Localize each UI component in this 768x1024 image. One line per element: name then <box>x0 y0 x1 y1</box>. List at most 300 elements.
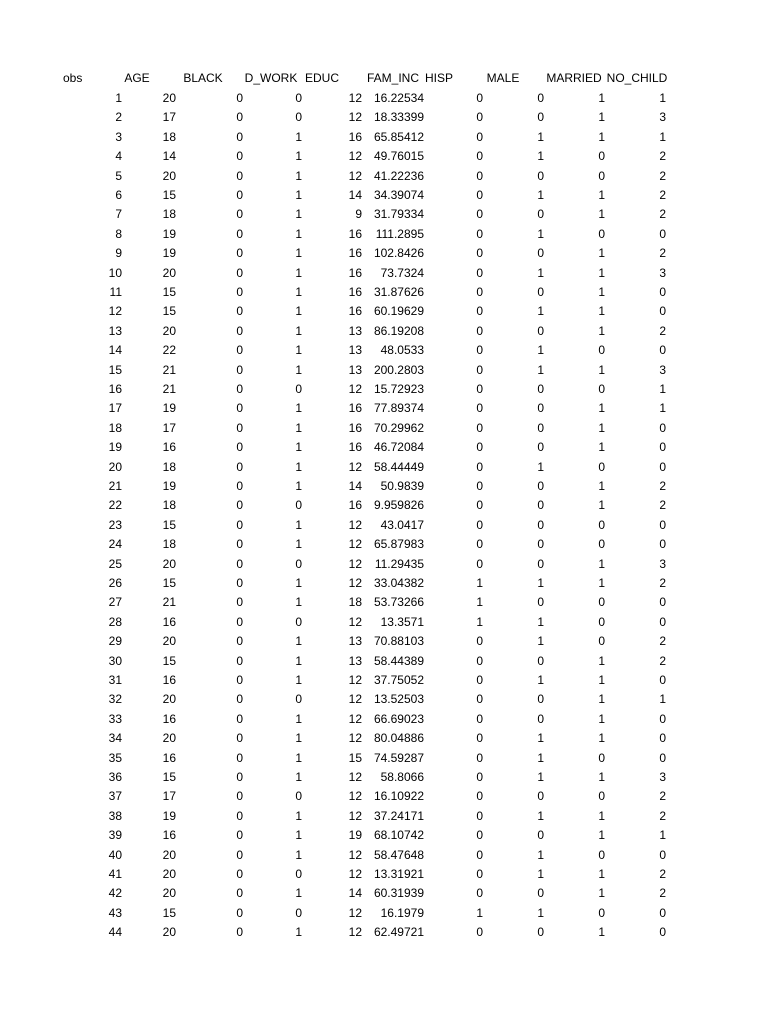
cell-no-child: 2 <box>659 867 666 881</box>
cell-married: 0 <box>598 382 605 396</box>
cell-d-work: 1 <box>295 925 302 940</box>
cell-fam-inc: 18.33399 <box>373 110 424 125</box>
cell-no-child: 0 <box>659 285 666 299</box>
cell-fam-inc: 62.49721 <box>373 925 424 940</box>
cell-age: 16 <box>162 711 176 726</box>
cell-educ: 12 <box>348 789 362 804</box>
cell-no-child: 0 <box>659 537 666 552</box>
cell-male: 1 <box>537 304 544 319</box>
cell-d-work: 1 <box>295 770 302 784</box>
cell-obs: 4 <box>115 149 122 164</box>
cell-no-child: 0 <box>659 673 666 687</box>
cell-male: 0 <box>537 323 544 338</box>
cell-black: 0 <box>236 226 243 241</box>
cell-hisp: 0 <box>476 226 483 241</box>
cell-hisp: 0 <box>476 479 483 493</box>
cell-fam-inc: 16.22534 <box>373 91 424 105</box>
cell-d-work: 1 <box>295 246 302 261</box>
cell-married: 1 <box>598 828 605 843</box>
cell-obs: 33 <box>108 711 122 726</box>
cell-fam-inc: 50.9839 <box>380 479 424 493</box>
header-obs: obs <box>63 71 83 85</box>
table-row <box>0 186 768 205</box>
cell-no-child: 2 <box>659 479 666 493</box>
cell-black: 0 <box>236 886 243 901</box>
cell-male: 1 <box>537 770 544 784</box>
cell-obs: 24 <box>108 537 122 552</box>
cell-educ: 14 <box>348 479 362 493</box>
cell-black: 0 <box>236 556 243 571</box>
cell-obs: 9 <box>115 246 122 261</box>
cell-male: 1 <box>537 673 544 687</box>
cell-black: 0 <box>236 401 243 416</box>
cell-married: 0 <box>598 168 605 183</box>
cell-educ: 16 <box>348 226 362 241</box>
table-row <box>0 593 768 612</box>
cell-married: 1 <box>598 925 605 940</box>
cell-fam-inc: 80.04886 <box>373 731 424 746</box>
cell-married: 1 <box>598 420 605 435</box>
cell-black: 0 <box>236 711 243 726</box>
cell-black: 0 <box>236 304 243 319</box>
cell-hisp: 0 <box>476 459 483 474</box>
cell-educ: 12 <box>348 925 362 940</box>
table-row <box>0 904 768 923</box>
cell-male: 0 <box>537 711 544 726</box>
cell-age: 16 <box>162 614 176 629</box>
table-row <box>0 496 768 515</box>
cell-age: 18 <box>162 537 176 552</box>
cell-educ: 12 <box>348 517 362 532</box>
cell-married: 1 <box>598 188 605 202</box>
cell-educ: 12 <box>348 692 362 707</box>
cell-fam-inc: 33.04382 <box>373 576 424 590</box>
cell-d-work: 1 <box>295 808 302 823</box>
cell-age: 16 <box>162 673 176 687</box>
cell-black: 0 <box>236 440 243 455</box>
cell-no-child: 0 <box>659 595 666 610</box>
cell-black: 0 <box>236 517 243 532</box>
cell-male: 1 <box>537 226 544 241</box>
cell-age: 20 <box>162 91 176 105</box>
cell-educ: 13 <box>348 362 362 377</box>
header-black: BLACK <box>183 71 223 85</box>
table-row <box>0 477 768 496</box>
table-row <box>0 555 768 574</box>
cell-d-work: 1 <box>295 459 302 474</box>
cell-hisp: 0 <box>476 847 483 862</box>
cell-fam-inc: 70.88103 <box>373 634 424 649</box>
cell-age: 15 <box>162 188 176 202</box>
cell-no-child: 2 <box>659 576 666 590</box>
cell-married: 0 <box>598 789 605 804</box>
cell-obs: 40 <box>108 847 122 862</box>
cell-obs: 21 <box>108 479 122 493</box>
cell-obs: 31 <box>108 673 122 687</box>
cell-age: 17 <box>162 789 176 804</box>
cell-male: 0 <box>537 110 544 125</box>
cell-educ: 16 <box>348 246 362 261</box>
cell-fam-inc: 200.2803 <box>373 362 424 377</box>
cell-educ: 12 <box>348 770 362 784</box>
cell-fam-inc: 16.10922 <box>373 789 424 804</box>
cell-d-work: 1 <box>295 188 302 202</box>
cell-obs: 20 <box>108 459 122 474</box>
header-age: AGE <box>124 71 150 85</box>
cell-hisp: 0 <box>476 653 483 668</box>
cell-age: 20 <box>162 265 176 280</box>
cell-black: 0 <box>236 129 243 144</box>
cell-married: 1 <box>598 440 605 455</box>
cell-educ: 16 <box>348 265 362 280</box>
cell-educ: 14 <box>348 886 362 901</box>
cell-fam-inc: 58.47648 <box>373 847 424 862</box>
cell-age: 17 <box>162 110 176 125</box>
table-row <box>0 147 768 166</box>
cell-obs: 7 <box>115 207 122 222</box>
cell-obs: 2 <box>115 110 122 125</box>
cell-age: 20 <box>162 925 176 940</box>
cell-d-work: 0 <box>295 614 302 629</box>
table-row <box>0 807 768 826</box>
cell-educ: 12 <box>348 91 362 105</box>
cell-age: 20 <box>162 731 176 746</box>
cell-obs: 5 <box>115 168 122 183</box>
cell-black: 0 <box>236 479 243 493</box>
cell-d-work: 1 <box>295 576 302 590</box>
cell-obs: 19 <box>108 440 122 455</box>
table-row <box>0 380 768 399</box>
cell-fam-inc: 53.73266 <box>373 595 424 610</box>
cell-no-child: 3 <box>659 556 666 571</box>
cell-fam-inc: 65.85412 <box>373 129 424 144</box>
cell-no-child: 0 <box>659 711 666 726</box>
table-row <box>0 108 768 127</box>
cell-black: 0 <box>236 285 243 299</box>
cell-fam-inc: 73.7324 <box>380 265 424 280</box>
cell-obs: 35 <box>108 750 122 765</box>
cell-married: 0 <box>598 905 605 920</box>
cell-d-work: 0 <box>295 789 302 804</box>
cell-d-work: 1 <box>295 634 302 649</box>
cell-male: 0 <box>537 479 544 493</box>
cell-no-child: 3 <box>659 770 666 784</box>
cell-d-work: 1 <box>295 362 302 377</box>
cell-black: 0 <box>236 537 243 552</box>
cell-hisp: 0 <box>476 692 483 707</box>
cell-educ: 12 <box>348 867 362 881</box>
cell-no-child: 2 <box>659 246 666 261</box>
cell-male: 0 <box>537 401 544 416</box>
cell-married: 1 <box>598 129 605 144</box>
cell-black: 0 <box>236 847 243 862</box>
cell-male: 1 <box>537 634 544 649</box>
cell-fam-inc: 43.0417 <box>380 517 424 532</box>
cell-no-child: 0 <box>659 420 666 435</box>
cell-age: 21 <box>162 382 176 396</box>
cell-age: 15 <box>162 576 176 590</box>
cell-married: 0 <box>598 537 605 552</box>
cell-educ: 13 <box>348 634 362 649</box>
cell-fam-inc: 49.76015 <box>373 149 424 164</box>
cell-married: 1 <box>598 867 605 881</box>
cell-hisp: 0 <box>476 634 483 649</box>
cell-black: 0 <box>236 459 243 474</box>
cell-black: 0 <box>236 692 243 707</box>
cell-d-work: 1 <box>295 129 302 144</box>
cell-married: 1 <box>598 246 605 261</box>
cell-educ: 13 <box>348 323 362 338</box>
cell-fam-inc: 48.0533 <box>380 343 424 358</box>
table-row <box>0 89 768 108</box>
cell-age: 20 <box>162 168 176 183</box>
cell-fam-inc: 13.3571 <box>380 614 424 629</box>
cell-educ: 12 <box>348 711 362 726</box>
cell-obs: 36 <box>108 770 122 784</box>
cell-married: 1 <box>598 498 605 513</box>
cell-d-work: 1 <box>295 673 302 687</box>
cell-no-child: 2 <box>659 886 666 901</box>
cell-married: 0 <box>598 459 605 474</box>
cell-hisp: 0 <box>476 304 483 319</box>
cell-black: 0 <box>236 867 243 881</box>
header-no-child: NO_CHILD <box>606 71 668 85</box>
cell-black: 0 <box>236 789 243 804</box>
cell-hisp: 1 <box>476 905 483 920</box>
cell-age: 15 <box>162 653 176 668</box>
cell-male: 0 <box>537 517 544 532</box>
cell-male: 1 <box>537 905 544 920</box>
cell-no-child: 2 <box>659 323 666 338</box>
cell-fam-inc: 111.2895 <box>375 226 424 241</box>
cell-educ: 12 <box>348 576 362 590</box>
cell-male: 0 <box>537 828 544 843</box>
cell-obs: 18 <box>108 420 122 435</box>
cell-obs: 34 <box>108 731 122 746</box>
table-row <box>0 574 768 593</box>
cell-obs: 10 <box>108 265 122 280</box>
cell-d-work: 1 <box>295 595 302 610</box>
cell-male: 0 <box>537 653 544 668</box>
cell-obs: 3 <box>115 129 122 144</box>
cell-no-child: 3 <box>659 110 666 125</box>
cell-obs: 13 <box>108 323 122 338</box>
cell-male: 1 <box>537 867 544 881</box>
table-row <box>0 399 768 418</box>
cell-educ: 14 <box>348 188 362 202</box>
cell-hisp: 0 <box>476 129 483 144</box>
cell-age: 18 <box>162 129 176 144</box>
table-row <box>0 671 768 690</box>
cell-educ: 19 <box>348 828 362 843</box>
cell-age: 20 <box>162 556 176 571</box>
cell-no-child: 2 <box>659 789 666 804</box>
cell-male: 0 <box>537 595 544 610</box>
cell-obs: 22 <box>108 498 122 513</box>
cell-fam-inc: 16.1979 <box>380 905 424 920</box>
cell-d-work: 0 <box>295 91 302 105</box>
cell-married: 0 <box>598 343 605 358</box>
table-row <box>0 884 768 903</box>
cell-d-work: 0 <box>295 905 302 920</box>
cell-black: 0 <box>236 731 243 746</box>
cell-age: 18 <box>162 498 176 513</box>
cell-d-work: 1 <box>295 207 302 222</box>
cell-black: 0 <box>236 91 243 105</box>
cell-fam-inc: 60.31939 <box>373 886 424 901</box>
cell-no-child: 1 <box>659 828 666 843</box>
cell-hisp: 1 <box>476 576 483 590</box>
cell-d-work: 0 <box>295 556 302 571</box>
cell-male: 0 <box>537 440 544 455</box>
cell-obs: 12 <box>108 304 122 319</box>
cell-hisp: 0 <box>476 188 483 202</box>
cell-black: 0 <box>236 925 243 940</box>
cell-d-work: 1 <box>295 323 302 338</box>
cell-fam-inc: 68.10742 <box>373 828 424 843</box>
cell-no-child: 2 <box>659 808 666 823</box>
cell-educ: 12 <box>348 110 362 125</box>
cell-fam-inc: 58.44389 <box>373 653 424 668</box>
cell-male: 0 <box>537 692 544 707</box>
cell-fam-inc: 9.959826 <box>373 498 424 513</box>
cell-married: 1 <box>598 770 605 784</box>
cell-hisp: 0 <box>476 401 483 416</box>
cell-male: 0 <box>537 285 544 299</box>
cell-no-child: 0 <box>659 343 666 358</box>
cell-married: 1 <box>598 692 605 707</box>
cell-d-work: 1 <box>295 226 302 241</box>
cell-hisp: 0 <box>476 673 483 687</box>
cell-married: 1 <box>598 285 605 299</box>
cell-black: 0 <box>236 188 243 202</box>
cell-age: 19 <box>162 479 176 493</box>
cell-d-work: 1 <box>295 750 302 765</box>
table-row <box>0 613 768 632</box>
cell-no-child: 0 <box>659 750 666 765</box>
cell-married: 0 <box>598 750 605 765</box>
cell-d-work: 1 <box>295 828 302 843</box>
cell-no-child: 1 <box>659 382 666 396</box>
cell-d-work: 1 <box>295 731 302 746</box>
table-row <box>0 419 768 438</box>
table-row <box>0 729 768 748</box>
cell-educ: 18 <box>348 595 362 610</box>
cell-obs: 8 <box>115 226 122 241</box>
cell-obs: 23 <box>108 517 122 532</box>
cell-black: 0 <box>236 770 243 784</box>
cell-hisp: 0 <box>476 770 483 784</box>
cell-married: 0 <box>598 847 605 862</box>
cell-obs: 27 <box>108 595 122 610</box>
cell-no-child: 0 <box>659 517 666 532</box>
cell-male: 1 <box>537 149 544 164</box>
cell-educ: 15 <box>348 750 362 765</box>
cell-black: 0 <box>236 265 243 280</box>
table-row <box>0 923 768 942</box>
table-row <box>0 244 768 263</box>
cell-obs: 32 <box>108 692 122 707</box>
cell-obs: 11 <box>109 285 122 299</box>
cell-no-child: 3 <box>659 362 666 377</box>
cell-educ: 12 <box>348 556 362 571</box>
cell-d-work: 1 <box>295 304 302 319</box>
cell-hisp: 0 <box>476 110 483 125</box>
cell-fam-inc: 11.29435 <box>374 556 424 571</box>
cell-educ: 12 <box>348 537 362 552</box>
cell-obs: 43 <box>108 905 122 920</box>
cell-educ: 16 <box>348 401 362 416</box>
cell-fam-inc: 37.24171 <box>373 808 424 823</box>
cell-black: 0 <box>236 343 243 358</box>
cell-no-child: 0 <box>659 459 666 474</box>
cell-fam-inc: 31.79334 <box>373 207 424 222</box>
cell-educ: 12 <box>348 459 362 474</box>
cell-d-work: 0 <box>295 110 302 125</box>
cell-male: 1 <box>537 459 544 474</box>
cell-male: 0 <box>537 537 544 552</box>
cell-age: 20 <box>162 634 176 649</box>
cell-d-work: 1 <box>295 847 302 862</box>
cell-no-child: 2 <box>659 207 666 222</box>
cell-married: 1 <box>598 110 605 125</box>
cell-hisp: 0 <box>476 265 483 280</box>
table-row <box>0 768 768 787</box>
cell-d-work: 1 <box>295 479 302 493</box>
cell-hisp: 0 <box>476 246 483 261</box>
cell-married: 1 <box>598 304 605 319</box>
table-row <box>0 361 768 380</box>
table-row <box>0 283 768 302</box>
cell-no-child: 0 <box>659 226 666 241</box>
cell-male: 0 <box>537 886 544 901</box>
cell-d-work: 1 <box>295 343 302 358</box>
cell-no-child: 0 <box>659 731 666 746</box>
header-fam-inc: FAM_INC <box>366 71 420 85</box>
table-row <box>0 690 768 709</box>
cell-hisp: 0 <box>476 537 483 552</box>
cell-black: 0 <box>236 362 243 377</box>
cell-age: 19 <box>162 808 176 823</box>
cell-black: 0 <box>236 110 243 125</box>
table-row <box>0 516 768 535</box>
cell-no-child: 3 <box>659 265 666 280</box>
cell-fam-inc: 31.87626 <box>373 285 424 299</box>
cell-fam-inc: 58.8066 <box>380 770 424 784</box>
cell-hisp: 0 <box>476 867 483 881</box>
cell-no-child: 1 <box>659 91 666 105</box>
cell-educ: 16 <box>348 498 362 513</box>
cell-d-work: 1 <box>295 265 302 280</box>
table-header-row <box>0 69 768 88</box>
cell-hisp: 0 <box>476 362 483 377</box>
cell-male: 1 <box>537 188 544 202</box>
cell-fam-inc: 65.87983 <box>373 537 424 552</box>
cell-fam-inc: 13.52503 <box>373 692 424 707</box>
cell-obs: 30 <box>108 653 122 668</box>
cell-male: 0 <box>537 207 544 222</box>
cell-black: 0 <box>236 750 243 765</box>
cell-hisp: 0 <box>476 711 483 726</box>
cell-black: 0 <box>236 653 243 668</box>
cell-educ: 13 <box>348 653 362 668</box>
cell-age: 20 <box>162 692 176 707</box>
cell-age: 21 <box>162 362 176 377</box>
cell-age: 15 <box>162 517 176 532</box>
cell-hisp: 0 <box>476 808 483 823</box>
cell-male: 0 <box>537 420 544 435</box>
cell-obs: 39 <box>108 828 122 843</box>
